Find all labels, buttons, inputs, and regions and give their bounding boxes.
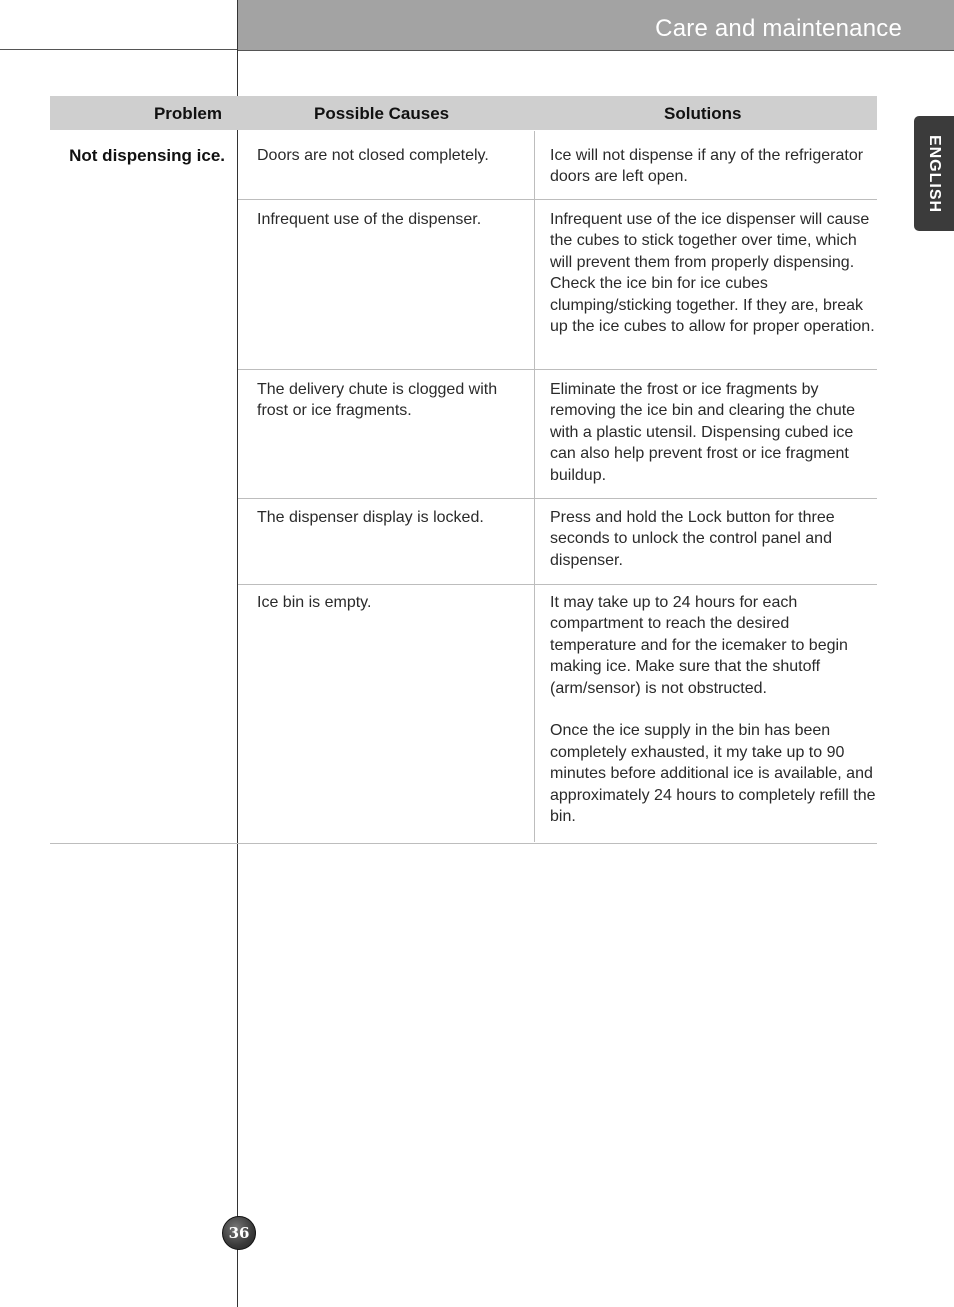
column-separator bbox=[534, 200, 535, 369]
column-header-problem: Problem bbox=[153, 104, 222, 123]
solution-cell bbox=[550, 209, 876, 337]
solution-text: Ice will not dispense if any of the refrigerator doors are left open. bbox=[550, 147, 864, 186]
table-bottom-rule bbox=[50, 843, 877, 844]
cause-cell: Doors are not closed completely. bbox=[257, 147, 489, 164]
solution-text: Once the ice supply in the bin has been completely exhausted, it my take up to 90 minutes before additional ice is available, and approximately 24 hours to completely refill the bin. bbox=[550, 722, 876, 826]
page-number: 36 bbox=[228, 1224, 250, 1242]
header-rule bbox=[0, 49, 238, 50]
margin-rule bbox=[237, 0, 238, 1307]
solution-text: Press and hold the Lock button for three seconds to unlock the control panel and dispenser. bbox=[550, 509, 835, 569]
solution-cell bbox=[550, 592, 876, 827]
page-title: Care and maintenance bbox=[655, 15, 902, 42]
page-number-badge bbox=[222, 1216, 256, 1250]
cause-cell: The delivery chute is clogged with frost or ice fragments. bbox=[257, 381, 498, 420]
solution-cell bbox=[550, 145, 876, 188]
column-separator bbox=[534, 131, 535, 199]
column-separator bbox=[534, 370, 535, 498]
solution-cell bbox=[550, 379, 876, 486]
column-separator bbox=[534, 499, 535, 584]
column-separator bbox=[534, 585, 535, 842]
column-header-solutions: Solutions bbox=[664, 104, 742, 123]
solution-text: It may take up to 24 hours for each compartment to reach the desired temperature and for the icemaker to begin making ice. Make sure that the shutoff (arm/sensor) is not obstructed. bbox=[550, 594, 848, 697]
header-bar bbox=[238, 0, 954, 51]
table-header bbox=[50, 96, 877, 130]
cause-cell: The dispenser display is locked. bbox=[257, 509, 484, 526]
solution-text: Eliminate the frost or ice fragments by removing the ice bin and clearing the chute with a plastic utensil. Dispensing cubed ice can also help prevent frost or ice fragment buildup. bbox=[550, 381, 856, 484]
cause-cell: Ice bin is empty. bbox=[257, 594, 372, 611]
language-tab-label: ENGLISH bbox=[926, 134, 943, 213]
column-header-causes: Possible Causes bbox=[314, 104, 450, 123]
problem-cell: Not dispensing ice. bbox=[69, 146, 225, 165]
cause-cell: Infrequent use of the dispenser. bbox=[257, 211, 482, 228]
row-divider bbox=[238, 199, 877, 200]
solution-text: Infrequent use of the ice dispenser will cause the cubes to stick together over time, which will prevent them from properly dispensing. Check the ice bin for ice cubes clumping/sticking together. If they are, break up the ice cubes to allow for proper operation. bbox=[550, 211, 875, 336]
row-divider bbox=[238, 498, 877, 499]
language-tab bbox=[914, 116, 954, 231]
row-divider bbox=[238, 584, 877, 585]
solution-cell bbox=[550, 507, 876, 571]
row-divider bbox=[238, 369, 877, 370]
